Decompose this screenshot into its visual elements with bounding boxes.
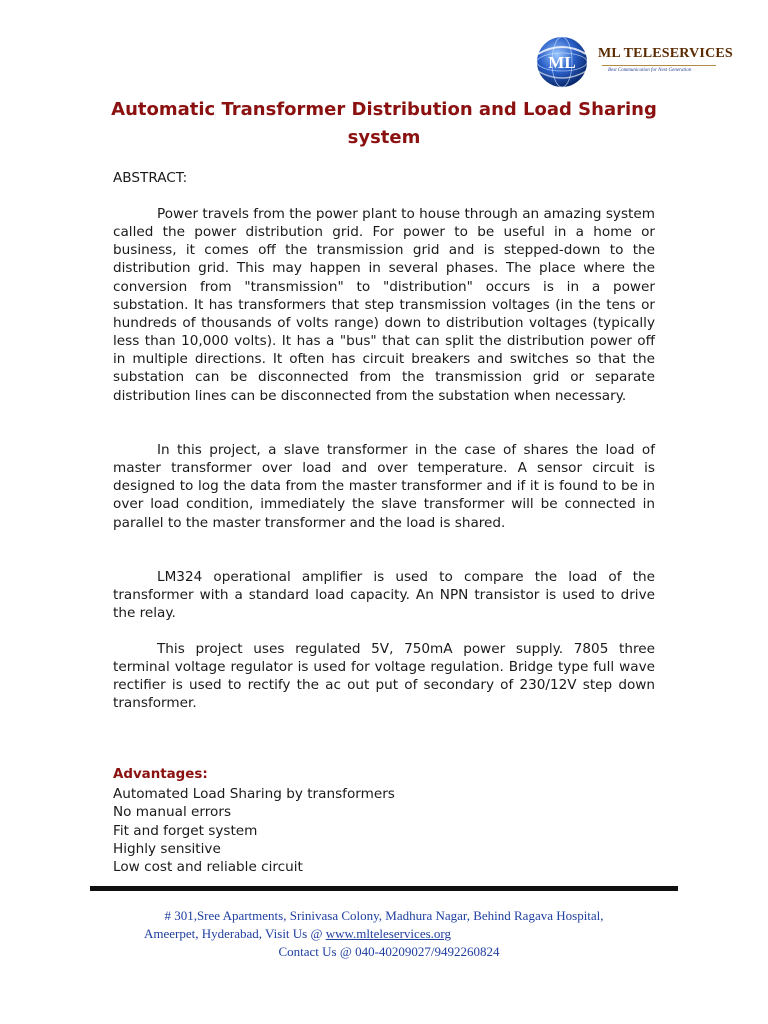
advantages-list [113, 785, 395, 876]
logo-globe-letters: ML [548, 53, 576, 72]
company-logo [532, 32, 732, 92]
footer-address-line1: # 301,Sree Apartments, Srinivasa Colony, Madhura Nagar, Behind Ragava Hospital, [164, 908, 604, 923]
logo-divider [602, 65, 716, 66]
footer-divider [90, 886, 678, 891]
advantages-heading: Advantages: [113, 767, 208, 782]
paragraph-power-supply: This project uses regulated 5V, 750mA power supply. 7805 three terminal voltage regulator is used for voltage regulation. Bridge type full wave rectifier is used to rectify the ac out put of secondary of 230/12V step down transformer. [113, 641, 655, 712]
list-item: Low cost and reliable circuit [113, 859, 303, 876]
logo-tagline: Best Communication for Next Generation [608, 68, 692, 73]
website-link[interactable]: www.mlteleservices.org [325, 926, 451, 941]
list-item: No manual errors [113, 804, 232, 821]
document-title: Automatic Transformer Distribution and Load Sharing system [111, 99, 657, 148]
paragraph-lm324: LM324 operational amplifier is used to compare the load of the transformer with a standard load capacity. An NPN transistor is used to drive the relay. [113, 569, 655, 622]
list-item: Highly sensitive [113, 840, 221, 857]
paragraph-project: In this project, a slave transformer in the case of shares the load of master transformer over load and over temperature. A sensor circuit is designed to log the data from the master transformer and if it is found to be in over load condition, immediately the slave transformer will be connected in parallel to the master transformer and the load is shared. [113, 442, 655, 531]
footer-contact: Contact Us @ 040-40209027/9492260824 [278, 944, 500, 959]
list-item: Automated Load Sharing by transformers [113, 786, 395, 802]
abstract-heading: ABSTRACT: [113, 170, 188, 186]
logo-name: ML TELESERVICES [598, 46, 733, 61]
footer [90, 907, 678, 961]
paragraph-power-grid: Power travels from the power plant to house through an amazing system called the power distribution grid. For power to be useful in a home or business, it comes off the transmission grid and is stepped-down to the distribution grid. This may happen in several phases. The place where the conversion from "transmission" to "distribution" occurs is in a power substation. It has transformers that step transmission voltages (in the tens or hundreds of thousands of volts range) down to distribution voltages (typically less than 10,000 volts). It has a "bus" that can split the distribution power off in multiple directions. It often has circuit breakers and switches so that the substation can be disconnected from the transmission grid or separate distribution lines can be disconnected from the substation when necessary. [113, 206, 655, 404]
globe-icon [532, 32, 592, 92]
footer-address-line2 [90, 925, 678, 943]
footer-address-prefix: Ameerpet, Hyderabad, Visit Us @ [144, 926, 326, 941]
list-item: Fit and forget system [113, 822, 258, 839]
